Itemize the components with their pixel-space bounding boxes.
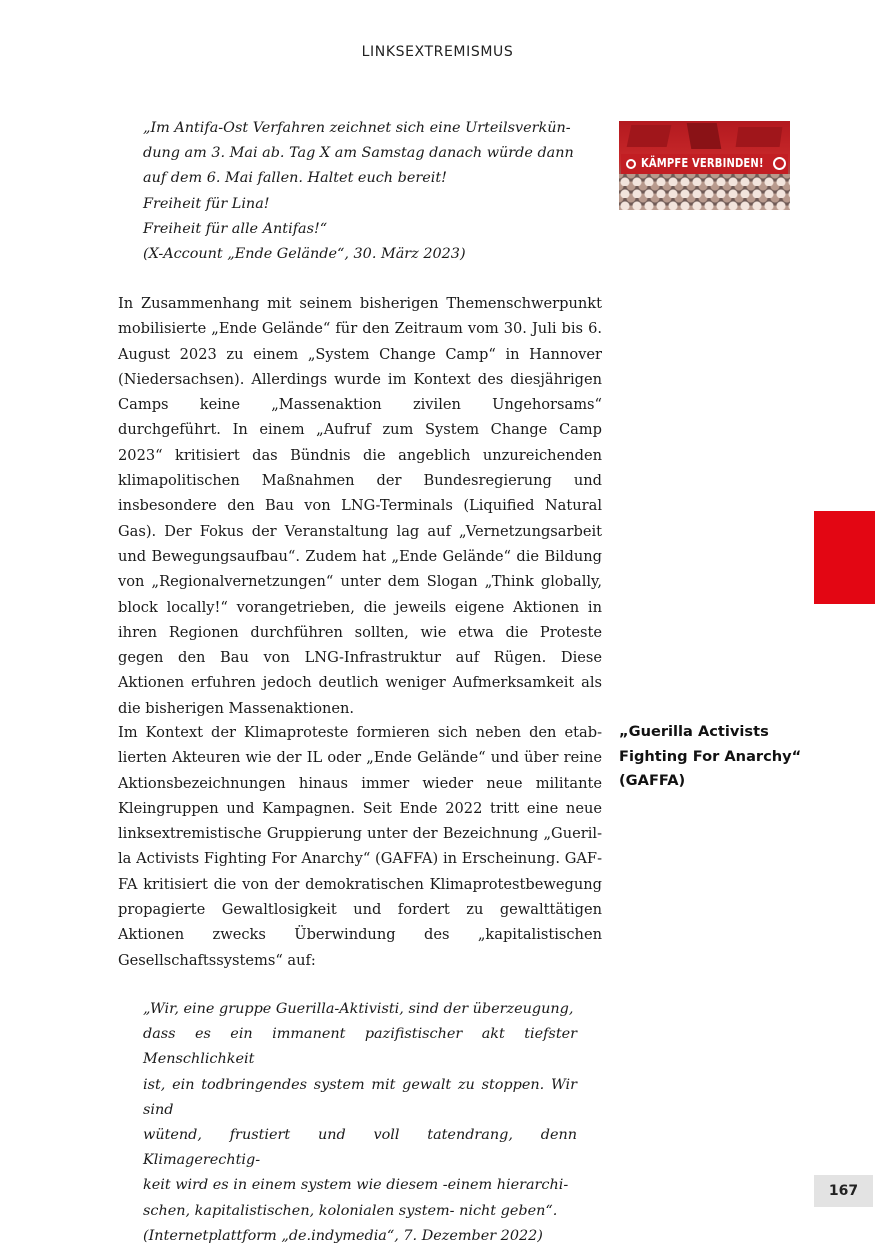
banner-text: KÄMPFE VERBINDEN! <box>641 155 764 170</box>
body-paragraph: Im Kontext der Klimaproteste formieren sich neben den etablierten Akteuren wie der IL oder „Ende Gelände“ und über reine Aktionsbezeichnungen hinaus immer wieder neue militante Kleingruppen und Kampagnen. Seit Ende 2022 tritt eine neue linksextremistische Gruppierung unter der Bezeichnung „Guerilla Activists Fighting For Anarchy“ (GAFFA) in Erscheinung. GAFFA kritisiert die von der demokratischen Klimaprotestbewegung propagierte Gewaltlosigkeit und fordert zu gewalttätigen Aktionen zwecks Überwindung des „kapitalistischen Gesellschaftssystems“ auf: <box>118 724 602 969</box>
quote-source: (Internetplattform „de.indymedia“, 7. Dezember 2022) <box>143 1227 543 1244</box>
margin-heading-gaffa <box>619 720 809 794</box>
protest-banner-photo <box>619 121 790 210</box>
page-number: 167 <box>814 1175 873 1207</box>
flag-shape <box>687 123 722 149</box>
quote-line: Freiheit für alle Antifas!“ <box>143 220 328 237</box>
quote-line: dung am 3. Mai ab. Tag X am Samstag danach würde dann <box>143 145 574 162</box>
quote-line: wütend, frustiert und voll tatendrang, denn Klimagerechtig- <box>143 1127 577 1169</box>
quote-source: (X-Account „Ende Gelände“, 30. März 2023) <box>143 246 466 263</box>
crowd-image <box>619 174 790 210</box>
antifa-logo-icon <box>626 159 636 169</box>
quote-line: „Wir, eine gruppe Guerilla-Aktivisti, sind der überzeugung, <box>143 1001 574 1017</box>
flag-shape <box>736 127 783 147</box>
heading-line: (GAFFA) <box>619 772 686 789</box>
quote-line: keit wird es in einem system wie diesem -einem hierarchi- <box>143 1177 569 1194</box>
chapter-tab-marker <box>814 511 875 604</box>
antifa-logo-icon <box>773 157 786 170</box>
blockquote-indymedia <box>143 997 577 1249</box>
body-paragraph: In Zusammenhang mit seinem bisherigen Themenschwerpunkt mobilisierte „Ende Gelände“ für den Zeitraum vom 30. Juli bis 6. August 2023 zu einem „System Change Camp“ in Hannover (Niedersachsen). Allerdings wurde im Kontext des diesjährigen Camps keine „Massenaktion zivilen Ungehorsams“ durchgeführt. In einem „Aufruf zum System Change Camp 2023“ kritisiert das Bündnis die angeblich unzureichenden klimapolitischen Maßnahmen der Bundesregierung und insbesondere den Bau von LNG-Terminals (Liquified Natural Gas). Der Fokus der Veranstaltung lag auf „Vernetzungsarbeit und Bewegungsaufbau“. Zudem hat „Ende Gelände“ die Bildung von „Regionalvernetzungen“ unter dem Slogan „Think globally, block locally!“ vorangetrieben, die jeweils eigene Aktionen in ihren Regionen durchführen sollten, wie etwa die Proteste gegen den Bau von LNG-Infrastruktur auf Rügen. Diese Aktionen erfuhren jedoch deutlich weniger Aufmerksamkeit als die bisherigen Massenaktionen. <box>118 295 602 717</box>
quote-line: ist, ein todbringendes system mit gewalt zu stoppen. Wir sind <box>143 1076 577 1118</box>
flag-shape <box>627 125 672 147</box>
quote-line: schen, kapitalistischen, kolonialen system- nicht geben“. <box>143 1202 558 1219</box>
heading-line: „Guerilla Activists <box>619 723 769 740</box>
quote-line: Freiheit für Lina! <box>143 195 270 212</box>
quote-line: dass es ein immanent pazifistischer akt tiefster Menschlichkeit <box>143 1026 577 1068</box>
quote-line: auf dem 6. Mai fallen. Haltet euch bereit! <box>143 170 447 187</box>
heading-line: Fighting For Anarchy“ <box>619 747 802 765</box>
quote-line: „Im Antifa-Ost Verfahren zeichnet sich eine Urteilsverkün- <box>143 120 571 136</box>
blockquote-x-account <box>143 116 577 267</box>
running-header: LINKSEXTREMISMUS <box>361 44 514 60</box>
